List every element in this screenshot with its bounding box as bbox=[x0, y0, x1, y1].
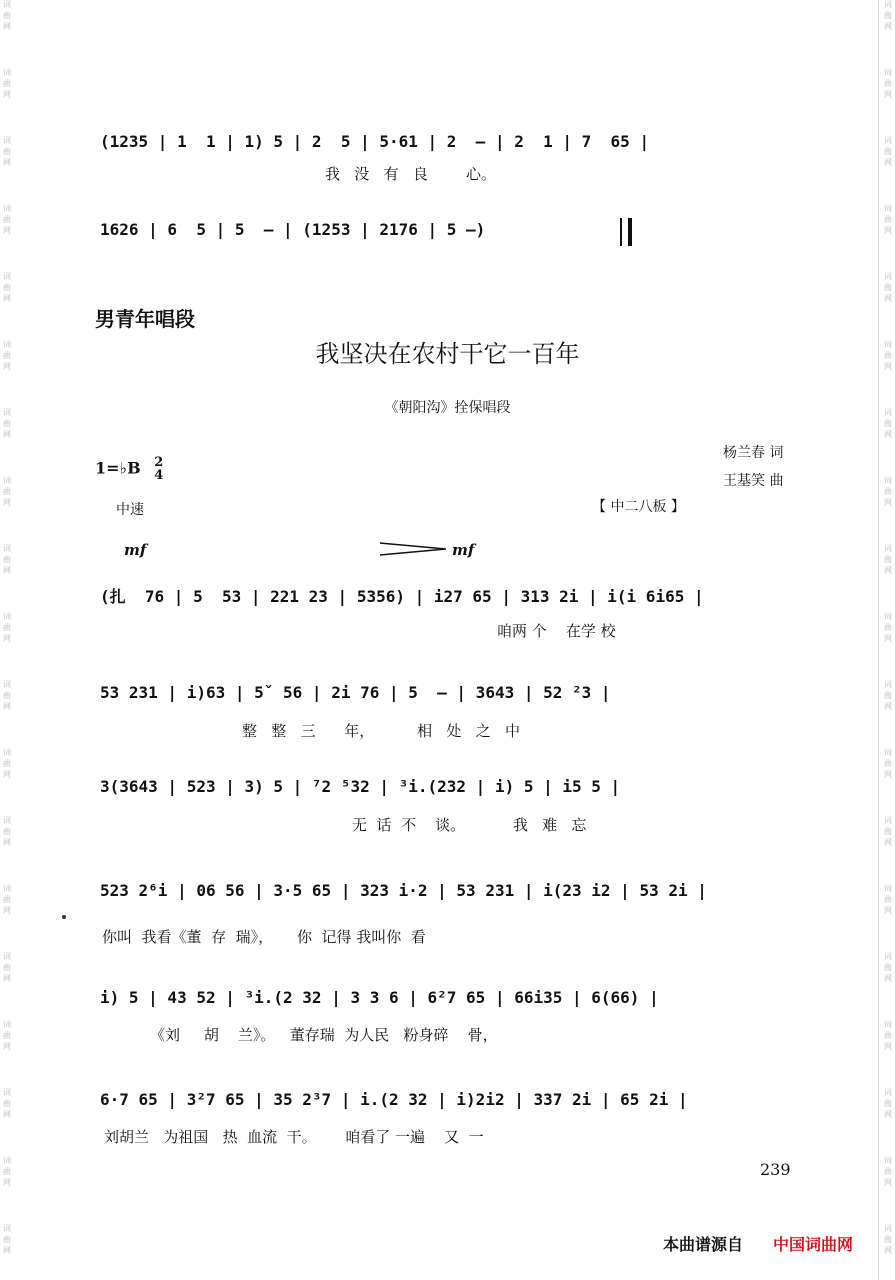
score-line-6-lyrics: 刘胡兰 为祖国 热 血流 干。 咱看了 一遍 又 一 bbox=[104, 1128, 484, 1146]
watermark-glyph: 曲 bbox=[3, 623, 11, 632]
watermark-glyph: 网 bbox=[3, 702, 11, 711]
watermark-glyph: 词 bbox=[884, 272, 892, 281]
watermark-glyph: 网 bbox=[884, 906, 892, 915]
watermark-glyph: 网 bbox=[884, 22, 892, 31]
top-score-row-1: (1235 | 1 1 | 1) 5 | 2 5 | 5·61 | 2 — | 2 1 | 7 65 | bbox=[100, 132, 650, 151]
top-score-row-2: 1626 | 6 5 | 5 — | (1253 | 2176 | 5 —) bbox=[100, 220, 486, 239]
watermark-glyph: 词 bbox=[884, 680, 892, 689]
watermark-glyph: 曲 bbox=[3, 759, 11, 768]
footer-source-label: 本曲谱源自 bbox=[663, 1235, 744, 1254]
watermark-glyph: 网 bbox=[3, 294, 11, 303]
watermark-glyph: 曲 bbox=[884, 759, 892, 768]
watermark-glyph: 网 bbox=[884, 702, 892, 711]
left-watermark-strip bbox=[0, 0, 14, 1280]
watermark-glyph: 曲 bbox=[884, 11, 892, 20]
watermark-glyph: 曲 bbox=[884, 1031, 892, 1040]
section-heading: 男青年唱段 bbox=[95, 307, 195, 331]
right-watermark-strip bbox=[881, 0, 895, 1280]
score-line-3-lyrics: 无 话 不 谈。 我 难 忘 bbox=[352, 816, 587, 834]
page-edge-line bbox=[878, 0, 879, 1280]
watermark-glyph: 词 bbox=[884, 612, 892, 621]
watermark-glyph: 词 bbox=[3, 476, 11, 485]
watermark-glyph: 词 bbox=[3, 1088, 11, 1097]
watermark-glyph: 词 bbox=[884, 476, 892, 485]
watermark-glyph: 曲 bbox=[3, 147, 11, 156]
watermark-glyph: 网 bbox=[3, 22, 11, 31]
score-line-2-lyrics: 整 整 三 年， 相 处 之 中 bbox=[242, 722, 521, 740]
watermark-glyph: 网 bbox=[884, 226, 892, 235]
watermark-glyph: 网 bbox=[3, 974, 11, 983]
watermark-glyph: 词 bbox=[884, 884, 892, 893]
watermark-glyph: 词 bbox=[884, 1224, 892, 1233]
watermark-glyph: 网 bbox=[3, 90, 11, 99]
watermark-glyph: 曲 bbox=[3, 79, 11, 88]
watermark-glyph: 词 bbox=[3, 816, 11, 825]
watermark-glyph: 词 bbox=[884, 1088, 892, 1097]
watermark-glyph: 网 bbox=[884, 430, 892, 439]
dynamic-marking: mf bbox=[452, 541, 475, 559]
watermark-glyph: 词 bbox=[884, 1156, 892, 1165]
song-title: 我坚决在农村干它一百年 bbox=[315, 340, 580, 368]
watermark-glyph: 曲 bbox=[884, 419, 892, 428]
tempo-marking: 中速 bbox=[116, 502, 144, 518]
watermark-glyph: 曲 bbox=[3, 895, 11, 904]
watermark-glyph: 曲 bbox=[884, 215, 892, 224]
key-label: 1=♭B bbox=[95, 458, 141, 478]
watermark-glyph: 曲 bbox=[3, 1099, 11, 1108]
watermark-glyph: 词 bbox=[884, 748, 892, 757]
watermark-glyph: 网 bbox=[884, 1178, 892, 1187]
watermark-glyph: 曲 bbox=[3, 1167, 11, 1176]
key-signature bbox=[95, 456, 163, 482]
page-number: 239 bbox=[760, 1160, 791, 1179]
watermark-glyph: 曲 bbox=[884, 79, 892, 88]
time-signature-top: 2 bbox=[154, 455, 164, 470]
watermark-glyph: 词 bbox=[884, 136, 892, 145]
watermark-glyph: 曲 bbox=[884, 555, 892, 564]
watermark-glyph: 曲 bbox=[884, 487, 892, 496]
watermark-glyph: 词 bbox=[3, 1156, 11, 1165]
watermark-glyph: 曲 bbox=[3, 555, 11, 564]
watermark-glyph: 词 bbox=[3, 544, 11, 553]
bullet-dot bbox=[62, 915, 66, 919]
score-line-1: (扎 76 | 5 53 | 221 23 | 5356) | i27 65 | 313 2i | i(i 6i65 | bbox=[100, 587, 704, 606]
watermark-glyph: 网 bbox=[884, 1110, 892, 1119]
top-score-row-1-lyrics: 我 没 有 良 心。 bbox=[325, 165, 497, 183]
watermark-glyph: 网 bbox=[884, 90, 892, 99]
watermark-glyph: 曲 bbox=[884, 827, 892, 836]
watermark-glyph: 词 bbox=[3, 1020, 11, 1029]
watermark-glyph: 网 bbox=[3, 906, 11, 915]
watermark-glyph: 曲 bbox=[3, 1235, 11, 1244]
watermark-glyph: 网 bbox=[884, 362, 892, 371]
watermark-glyph: 曲 bbox=[884, 1167, 892, 1176]
watermark-glyph: 词 bbox=[3, 68, 11, 77]
watermark-glyph: 网 bbox=[3, 498, 11, 507]
score-line-4-lyrics: 你叫 我看《董 存 瑞》， 你 记得 我叫你 看 bbox=[102, 928, 426, 946]
watermark-glyph: 词 bbox=[3, 340, 11, 349]
score-line-5-lyrics: 《刘 胡 兰》。 董存瑞 为人民 粉身碎 骨， bbox=[150, 1026, 498, 1044]
watermark-glyph: 网 bbox=[884, 294, 892, 303]
watermark-glyph: 词 bbox=[884, 68, 892, 77]
watermark-glyph: 网 bbox=[3, 770, 11, 779]
watermark-glyph: 网 bbox=[3, 566, 11, 575]
watermark-glyph: 网 bbox=[884, 634, 892, 643]
watermark-glyph: 词 bbox=[3, 952, 11, 961]
watermark-glyph: 网 bbox=[884, 498, 892, 507]
watermark-glyph: 词 bbox=[3, 408, 11, 417]
song-subtitle: 《朝阳沟》拴保唱段 bbox=[384, 400, 511, 416]
watermark-glyph: 曲 bbox=[3, 691, 11, 700]
watermark-glyph: 曲 bbox=[884, 283, 892, 292]
watermark-glyph: 网 bbox=[884, 974, 892, 983]
watermark-glyph: 曲 bbox=[884, 147, 892, 156]
watermark-glyph: 网 bbox=[884, 838, 892, 847]
dynamic-marking: mf bbox=[124, 541, 147, 559]
final-barline bbox=[620, 218, 632, 246]
watermark-glyph: 曲 bbox=[884, 1235, 892, 1244]
watermark-glyph: 词 bbox=[3, 0, 11, 9]
lyricist-credit: 杨兰春 词 bbox=[723, 445, 784, 461]
watermark-glyph: 词 bbox=[3, 680, 11, 689]
watermark-glyph: 曲 bbox=[3, 419, 11, 428]
watermark-glyph: 曲 bbox=[884, 1099, 892, 1108]
watermark-glyph: 网 bbox=[3, 226, 11, 235]
watermark-glyph: 网 bbox=[884, 158, 892, 167]
board-marking: 【 中二八板 】 bbox=[592, 499, 685, 515]
watermark-glyph: 词 bbox=[3, 612, 11, 621]
watermark-glyph: 词 bbox=[884, 0, 892, 9]
watermark-glyph: 曲 bbox=[3, 487, 11, 496]
score-line-5: i) 5 | 43 52 | ³i.(2 32 | 3 3 6 | 6²7 65 | 66i35 | 6(66) | bbox=[100, 988, 659, 1007]
score-line-2: 53 231 | i)63 | 5ˇ 56 | 2i 76 | 5 — | 3643 | 52 ²3 | bbox=[100, 683, 611, 702]
watermark-glyph: 曲 bbox=[3, 283, 11, 292]
watermark-glyph: 网 bbox=[3, 1110, 11, 1119]
score-line-6: 6·7 65 | 3²7 65 | 35 2³7 | i.(2 32 | i)2i2 | 337 2i | 65 2i | bbox=[100, 1090, 688, 1109]
watermark-glyph: 词 bbox=[884, 544, 892, 553]
watermark-glyph: 词 bbox=[884, 408, 892, 417]
watermark-glyph: 网 bbox=[3, 1042, 11, 1051]
watermark-glyph: 词 bbox=[884, 952, 892, 961]
watermark-glyph: 网 bbox=[3, 634, 11, 643]
time-signature bbox=[154, 456, 163, 482]
watermark-glyph: 词 bbox=[3, 1224, 11, 1233]
watermark-glyph: 曲 bbox=[3, 11, 11, 20]
watermark-glyph: 网 bbox=[884, 770, 892, 779]
watermark-glyph: 网 bbox=[884, 1042, 892, 1051]
watermark-glyph: 词 bbox=[884, 204, 892, 213]
watermark-glyph: 网 bbox=[3, 362, 11, 371]
composer-credit: 王基笑 曲 bbox=[723, 473, 784, 489]
watermark-glyph: 曲 bbox=[3, 1031, 11, 1040]
score-line-4: 523 2⁶i | 06 56 | 3·5 65 | 323 i·2 | 53 231 | i(23 i2 | 53 2i | bbox=[100, 881, 707, 900]
score-line-1-lyrics: 咱两 个 在学 校 bbox=[497, 622, 616, 640]
watermark-glyph: 曲 bbox=[3, 215, 11, 224]
watermark-glyph: 曲 bbox=[884, 623, 892, 632]
watermark-glyph: 词 bbox=[3, 136, 11, 145]
watermark-glyph: 网 bbox=[3, 838, 11, 847]
watermark-glyph: 曲 bbox=[884, 895, 892, 904]
time-signature-bottom: 4 bbox=[154, 468, 164, 483]
diminuendo-wedge-icon bbox=[380, 542, 446, 556]
watermark-glyph: 词 bbox=[3, 884, 11, 893]
watermark-glyph: 曲 bbox=[3, 351, 11, 360]
watermark-glyph: 网 bbox=[884, 566, 892, 575]
watermark-glyph: 曲 bbox=[3, 827, 11, 836]
watermark-glyph: 网 bbox=[884, 1246, 892, 1255]
watermark-glyph: 词 bbox=[3, 748, 11, 757]
watermark-glyph: 词 bbox=[884, 1020, 892, 1029]
watermark-glyph: 曲 bbox=[884, 351, 892, 360]
watermark-glyph: 网 bbox=[3, 1178, 11, 1187]
watermark-glyph: 网 bbox=[3, 158, 11, 167]
watermark-glyph: 词 bbox=[3, 272, 11, 281]
watermark-glyph: 词 bbox=[3, 204, 11, 213]
watermark-glyph: 词 bbox=[884, 816, 892, 825]
watermark-glyph: 曲 bbox=[884, 691, 892, 700]
footer-site-link[interactable]: 中国词曲网 bbox=[773, 1235, 854, 1254]
score-line-3: 3(3643 | 523 | 3) 5 | ⁷2 ⁵32 | ³i.(232 | i) 5 | i5 5 | bbox=[100, 777, 621, 796]
watermark-glyph: 曲 bbox=[3, 963, 11, 972]
watermark-glyph: 网 bbox=[3, 430, 11, 439]
watermark-glyph: 曲 bbox=[884, 963, 892, 972]
watermark-glyph: 词 bbox=[884, 340, 892, 349]
watermark-glyph: 网 bbox=[3, 1246, 11, 1255]
